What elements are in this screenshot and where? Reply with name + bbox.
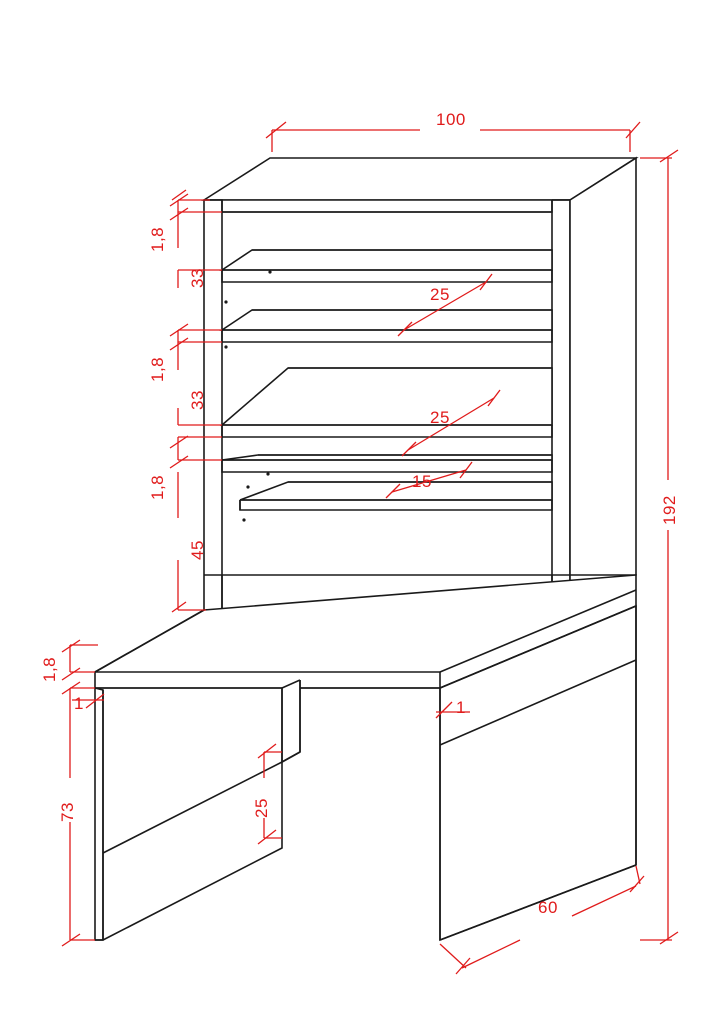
dim-desk-left-edge: 1 — [74, 694, 84, 713]
dim-knee-opening: 25 — [252, 798, 271, 818]
dim-panel-mid-1: 1,8 — [148, 356, 167, 382]
dim-desk-top-thickness: 1,8 — [40, 656, 59, 682]
dim-desk-right-edge: 1 — [456, 698, 466, 717]
dim-overall-height: 192 — [660, 495, 679, 525]
dim-shelf-depth-small: 15 — [412, 472, 432, 491]
dim-shelf-gap-3: 45 — [188, 540, 207, 560]
dim-shelf-gap-1: 33 — [188, 268, 207, 288]
dim-leg-height: 73 — [58, 802, 77, 822]
dim-desk-depth: 60 — [538, 898, 558, 917]
dim-panel-top: 1,8 — [148, 226, 167, 252]
dim-shelf-depth-top: 25 — [430, 285, 450, 304]
dim-shelf-gap-2: 33 — [188, 390, 207, 410]
dim-shelf-depth-mid: 25 — [430, 408, 450, 427]
dim-top-width: 100 — [436, 110, 466, 129]
dim-panel-mid-2: 1,8 — [148, 474, 167, 500]
